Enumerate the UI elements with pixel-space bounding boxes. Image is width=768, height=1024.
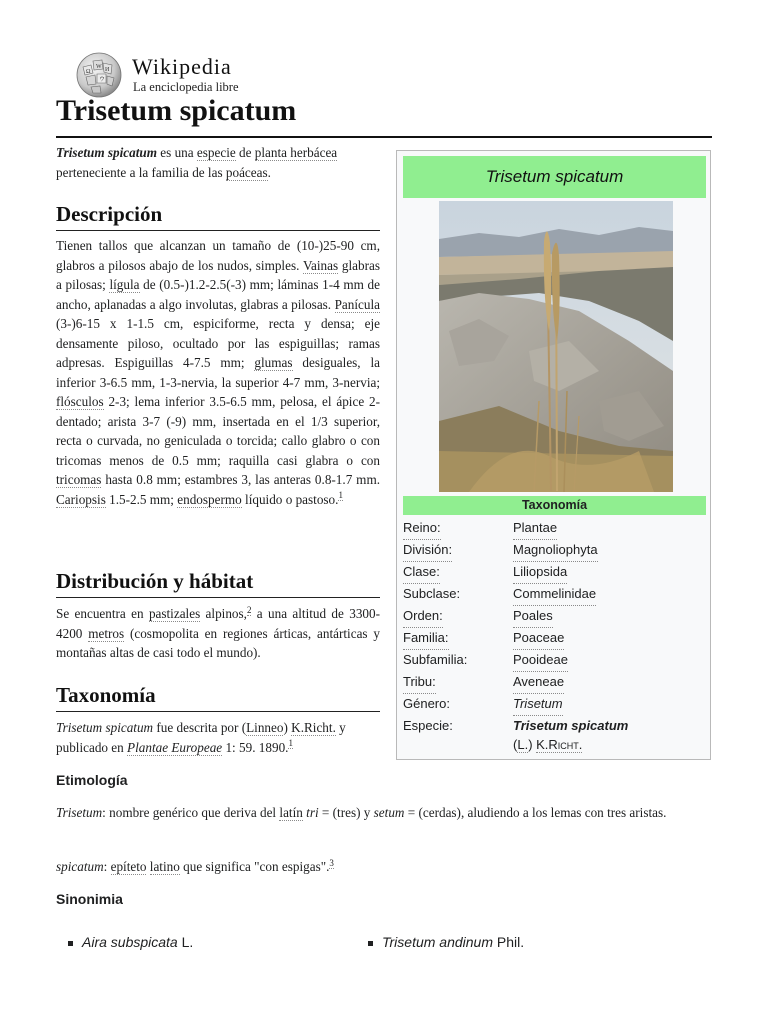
- synonym-item: Trisetum andinum Phil.: [368, 934, 524, 950]
- svg-text:ウ: ウ: [99, 77, 106, 83]
- label-reino[interactable]: Reino:: [403, 517, 441, 540]
- link-poaceas[interactable]: poáceas: [225, 164, 268, 180]
- taxobox-row-especie: [403, 715, 706, 737]
- link-plantae-europeae[interactable]: Plantae Europeae: [127, 739, 223, 755]
- link-epiteto[interactable]: epíteto: [110, 859, 147, 874]
- taxobox: [396, 150, 711, 760]
- link-planta-herbacea[interactable]: planta herbácea: [254, 145, 338, 160]
- svg-text:И: И: [105, 67, 110, 73]
- reference-2[interactable]: 2: [246, 604, 252, 615]
- value-poales[interactable]: Poales: [513, 605, 553, 628]
- intro-species-name: Trisetum spicatum: [56, 145, 157, 160]
- taxobox-row-tribu: [403, 671, 706, 693]
- heading-descripcion: Descripción: [56, 202, 380, 231]
- link-flosculos[interactable]: flósculos: [56, 394, 104, 409]
- link-pastizales[interactable]: pastizales: [148, 606, 201, 621]
- heading-etimologia: Etimología: [56, 772, 128, 788]
- label-familia[interactable]: Familia:: [403, 627, 449, 650]
- taxobox-row-genero: [403, 693, 706, 715]
- label-subfamilia: Subfamilia:: [403, 652, 468, 667]
- link-tricomas[interactable]: tricomas: [56, 472, 102, 487]
- value-plantae[interactable]: Plantae: [513, 517, 557, 540]
- wikipedia-globe-icon: [74, 50, 124, 100]
- label-clase[interactable]: Clase:: [403, 561, 440, 584]
- reference-1b[interactable]: 1: [288, 738, 293, 749]
- link-authority-k-richt[interactable]: K.Richt.: [536, 737, 583, 752]
- link-ligula[interactable]: lígula: [109, 277, 140, 292]
- link-latino[interactable]: latino: [149, 859, 180, 874]
- label-division[interactable]: División:: [403, 539, 452, 562]
- label-orden[interactable]: Orden:: [403, 605, 443, 628]
- link-vainas[interactable]: Vainas: [302, 257, 339, 273]
- link-panicula[interactable]: Panícula: [334, 296, 380, 312]
- value-pooideae[interactable]: Pooideae: [513, 649, 568, 672]
- value-aveneae[interactable]: Aveneae: [513, 671, 564, 694]
- page-title: Trisetum spicatum: [56, 94, 297, 127]
- taxobox-row-clase: [403, 561, 706, 583]
- link-latin[interactable]: latín: [279, 805, 303, 820]
- link-linneo[interactable]: Linneo: [246, 720, 284, 735]
- wikipedia-tagline: La enciclopedia libre: [133, 80, 239, 94]
- descripcion-paragraph: Tienen tallos que alcanzan un tamaño de (10-)25-90 cm, glabros a pilosos abajo de los nudos, simples. Vainas glabras a pilosas; lígula de (0.5-)1.2-2.5(-3) mm; láminas 1-4 mm de ancho, aplanadas a algo involutas, glabras a pilosas. Panícula (3-)6-15 x 1-1.5 cm, espiciforme, recta y densa; eje densamente piloso, ocultado por las espiguillas; ramas adpresas. Espiguillas 4-7.5 mm; glumas desiguales, la inferior 3-6.5 mm, 1-3-nervia, la superior 4-7 mm, 3-nervia; flósculos 2-3; lema inferior 3.5-6.5 mm, pelosa, el ápice 2-dentado; arista 3-7 (-9) mm, insertada en el 1/3 superior, recta o curvada, no geniculada o torcida; callo glabro o con tricomas menos de 0.5 mm; raquilla casi glabra o con tricomas hasta 0.8 mm; estambres 3, las anteras 0.8-1.7 mm. Cariopsis 1.5-2.5 mm; endospermo líquido o pastoso.$^1$: [56, 238, 380, 507]
- value-trisetum-spicatum: Trisetum spicatum: [513, 718, 629, 733]
- taxobox-row-subfamilia: [403, 649, 706, 671]
- taxonomia-paragraph: Trisetum spicatum fue descrita por (Linneo) K.Richt. y publicado en Plantae Europeae 1: 59. 1890.$^1$: [56, 720, 346, 755]
- link-k-richt[interactable]: K.Richt.: [291, 720, 336, 735]
- taxobox-row-orden: [403, 605, 706, 627]
- reference-1[interactable]: 1: [338, 490, 343, 501]
- link-glumas[interactable]: glumas: [254, 355, 293, 370]
- title-divider: [56, 136, 712, 138]
- species-photo[interactable]: [439, 201, 673, 492]
- bullet-icon: [368, 941, 373, 946]
- value-commelinidae[interactable]: Commelinidae: [513, 583, 596, 606]
- bullet-icon: [68, 941, 73, 946]
- etimologia-paragraph-2: spicatum: epíteto latino que significa "con espigas".$^3$: [56, 857, 334, 874]
- link-especie[interactable]: especie: [196, 145, 236, 160]
- taxobox-row-familia: [403, 627, 706, 649]
- intro-paragraph: Trisetum spicatum es una especie de planta herbácea perteneciente a la familia de las poáceas.: [56, 145, 338, 180]
- link-authority-l[interactable]: L.: [517, 737, 529, 752]
- taxobox-row-subclase: [403, 583, 706, 605]
- taxobox-title: Trisetum spicatum: [403, 156, 706, 198]
- svg-text:Ω: Ω: [86, 69, 91, 75]
- label-subclase: Subclase:: [403, 586, 461, 601]
- wikipedia-wordmark: Wikipedia: [132, 54, 232, 79]
- value-magnoliophyta[interactable]: Magnoliophyta: [513, 539, 598, 562]
- label-especie: Especie:: [403, 718, 453, 733]
- value-trisetum[interactable]: Trisetum: [513, 693, 563, 716]
- taxobox-row-reino: [403, 517, 706, 539]
- taxobox-row-division: [403, 539, 706, 561]
- taxonomia-species-name: Trisetum spicatum: [56, 720, 154, 735]
- heading-sinonimia: Sinonimia: [56, 891, 123, 907]
- etimologia-paragraph-1: Trisetum: nombre genérico que deriva del latín tri = (tres) y setum = (cerdas), aludiendo a los lemas con tres aristas.: [56, 805, 667, 820]
- reference-3[interactable]: 3: [329, 857, 334, 868]
- heading-taxonomia: Taxonomía: [56, 683, 380, 712]
- label-genero: Género:: [403, 696, 450, 711]
- species-authority: (L.) K.Richt.: [513, 737, 583, 752]
- value-poaceae[interactable]: Poaceae: [513, 627, 564, 650]
- value-liliopsida[interactable]: Liliopsida: [513, 561, 567, 584]
- label-tribu[interactable]: Tribu:: [403, 671, 436, 694]
- link-metros[interactable]: metros: [88, 625, 125, 641]
- synonym-item: Aira subspicata L.: [68, 934, 193, 950]
- heading-distribucion: Distribución y hábitat: [56, 569, 380, 598]
- wikipedia-logo[interactable]: [74, 50, 294, 100]
- distribucion-paragraph: Se encuentra en pastizales alpinos,$^2$ a una altitud de 3300-4200 metros (cosmopolita en regiones árticas, antárticas y montañas altas de casi todo el mundo).: [56, 604, 380, 660]
- link-cariopsis[interactable]: Cariopsis: [56, 491, 106, 507]
- taxonomy-header: Taxonomía: [403, 496, 706, 515]
- link-endospermo[interactable]: endospermo: [177, 491, 242, 507]
- svg-text:W: W: [96, 64, 102, 70]
